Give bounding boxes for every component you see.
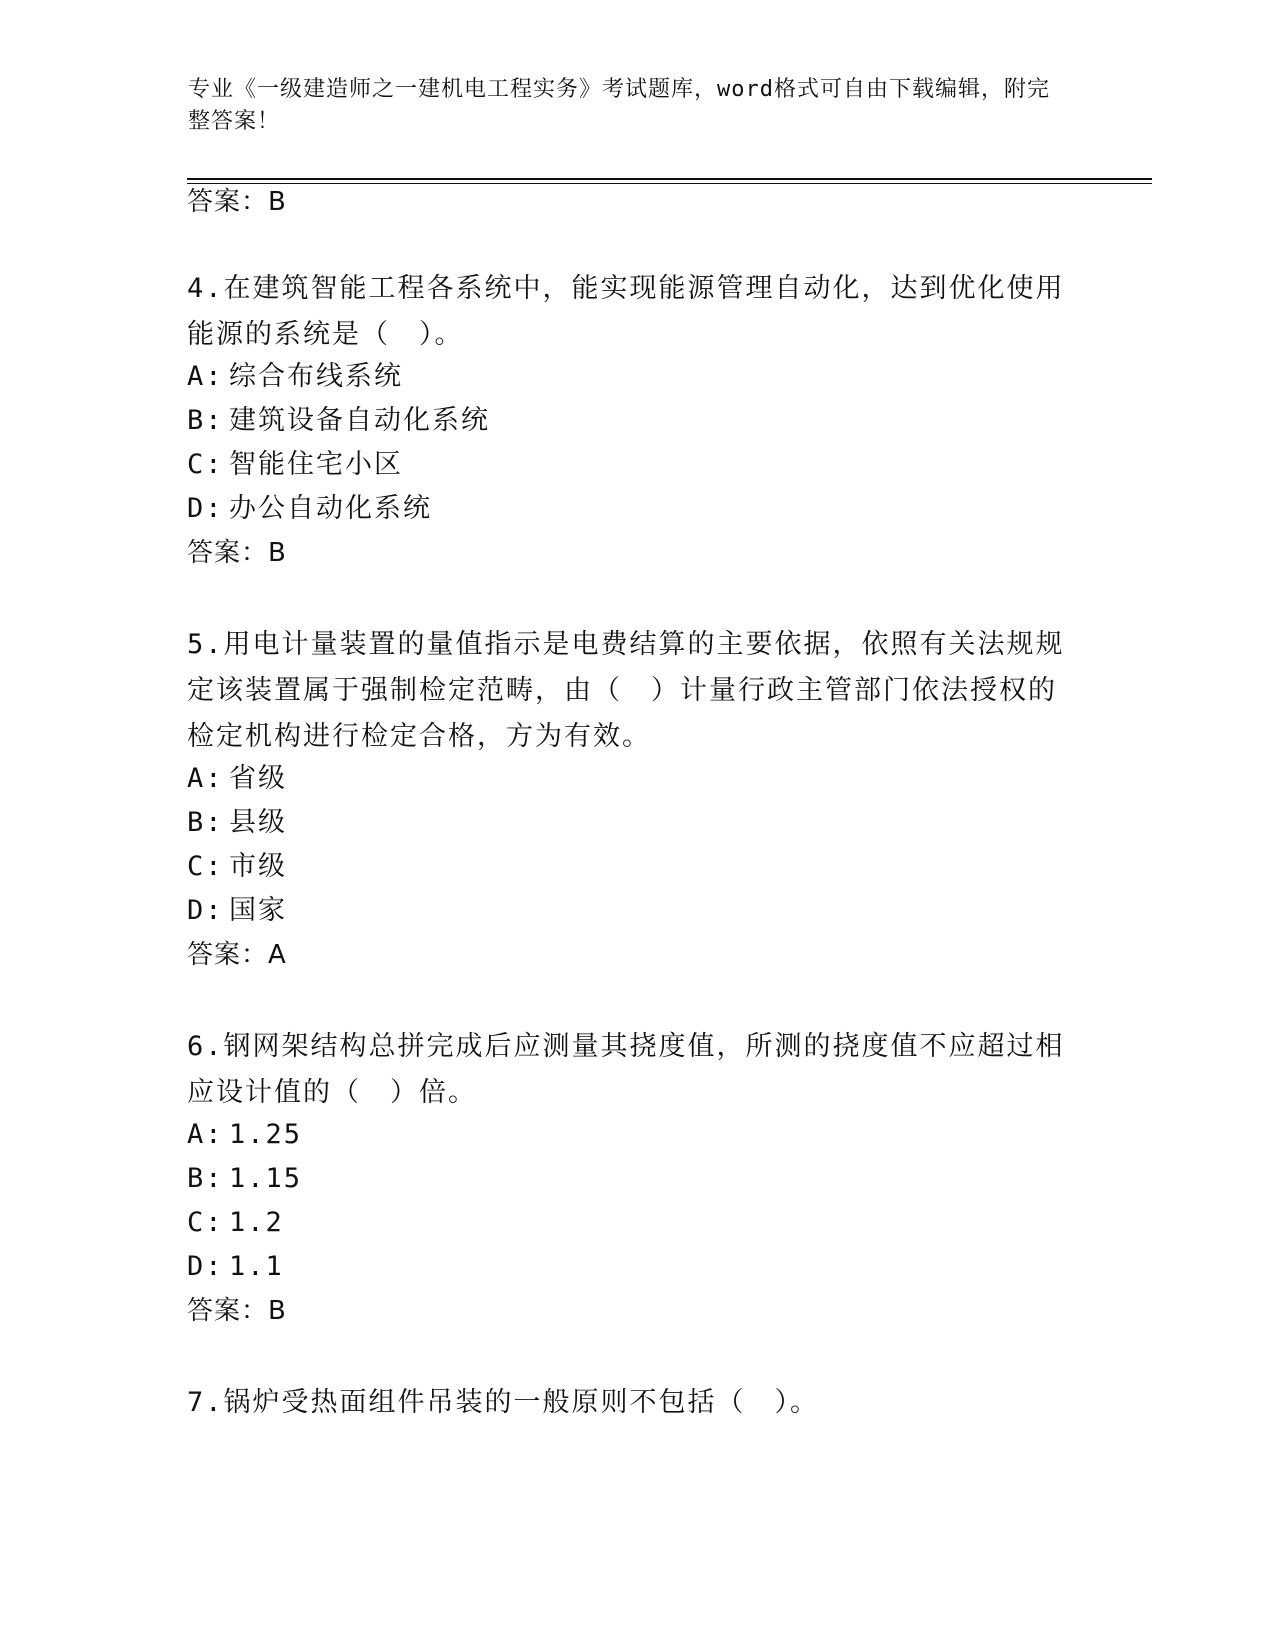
option-label: B: xyxy=(187,807,224,838)
option-text: 1.2 xyxy=(229,1207,284,1238)
answer-q4: 答案：B xyxy=(187,538,287,568)
option-label: C: xyxy=(187,1207,224,1238)
option-text: 省级 xyxy=(229,763,287,794)
option-label: C: xyxy=(187,449,224,480)
question-7-stem: 7.锅炉受热面组件吊装的一般原则不包括（ ）。 xyxy=(187,1387,820,1418)
question-6-option-a xyxy=(187,1118,302,1152)
option-text: 1.25 xyxy=(229,1119,303,1150)
header-rule-thin xyxy=(187,183,1152,184)
question-5-option-b xyxy=(187,806,287,840)
option-text: 智能住宅小区 xyxy=(229,449,403,480)
option-text: 1.15 xyxy=(229,1163,303,1194)
question-5-stem: 5.用电计量装置的量值指示是电费结算的主要依据，依照有关法规规定该装置属于强制检定范畴，由（ ）计量行政主管部门依法授权的检定机构进行检定合格，方为有效。 xyxy=(187,629,1065,752)
option-label: C: xyxy=(187,851,224,882)
option-label: D: xyxy=(187,895,224,926)
answer-q3: 答案：B xyxy=(187,187,287,217)
question-4-option-a xyxy=(187,360,403,394)
question-5-option-a xyxy=(187,762,287,796)
question-4-option-b xyxy=(187,404,490,438)
option-text: 市级 xyxy=(229,851,287,882)
option-label: A: xyxy=(187,763,224,794)
question-5-option-d xyxy=(187,894,287,928)
option-label: D: xyxy=(187,1251,224,1282)
option-label: A: xyxy=(187,361,224,392)
question-6-stem: 6.钢网架结构总拼完成后应测量其挠度值，所测的挠度值不应超过相应设计值的（ ）倍。 xyxy=(187,1031,1065,1108)
question-5-option-c xyxy=(187,850,287,884)
option-text: 综合布线系统 xyxy=(229,361,403,392)
option-label: B: xyxy=(187,1163,224,1194)
header-rule-thick xyxy=(187,178,1152,180)
option-text: 国家 xyxy=(229,895,287,926)
option-text: 办公自动化系统 xyxy=(229,493,432,524)
question-6-option-d xyxy=(187,1250,284,1284)
answer-q5: 答案：A xyxy=(187,940,287,970)
question-4-option-c xyxy=(187,448,403,482)
option-text: 1.1 xyxy=(229,1251,284,1282)
option-text: 县级 xyxy=(229,807,287,838)
option-text: 建筑设备自动化系统 xyxy=(229,405,490,436)
option-label: A: xyxy=(187,1119,224,1150)
option-label: D: xyxy=(187,493,224,524)
question-4-stem: 4.在建筑智能工程各系统中，能实现能源管理自动化，达到优化使用能源的系统是（ ）。 xyxy=(187,273,1065,350)
question-6-option-b xyxy=(187,1162,302,1196)
answer-q6: 答案：B xyxy=(187,1296,287,1326)
document-intro: 专业《一级建造师之一建机电工程实务》考试题库，word格式可自由下载编辑，附完整答案！ xyxy=(188,77,1050,134)
question-4-option-d xyxy=(187,492,432,526)
question-6-option-c xyxy=(187,1206,284,1240)
option-label: B: xyxy=(187,405,224,436)
